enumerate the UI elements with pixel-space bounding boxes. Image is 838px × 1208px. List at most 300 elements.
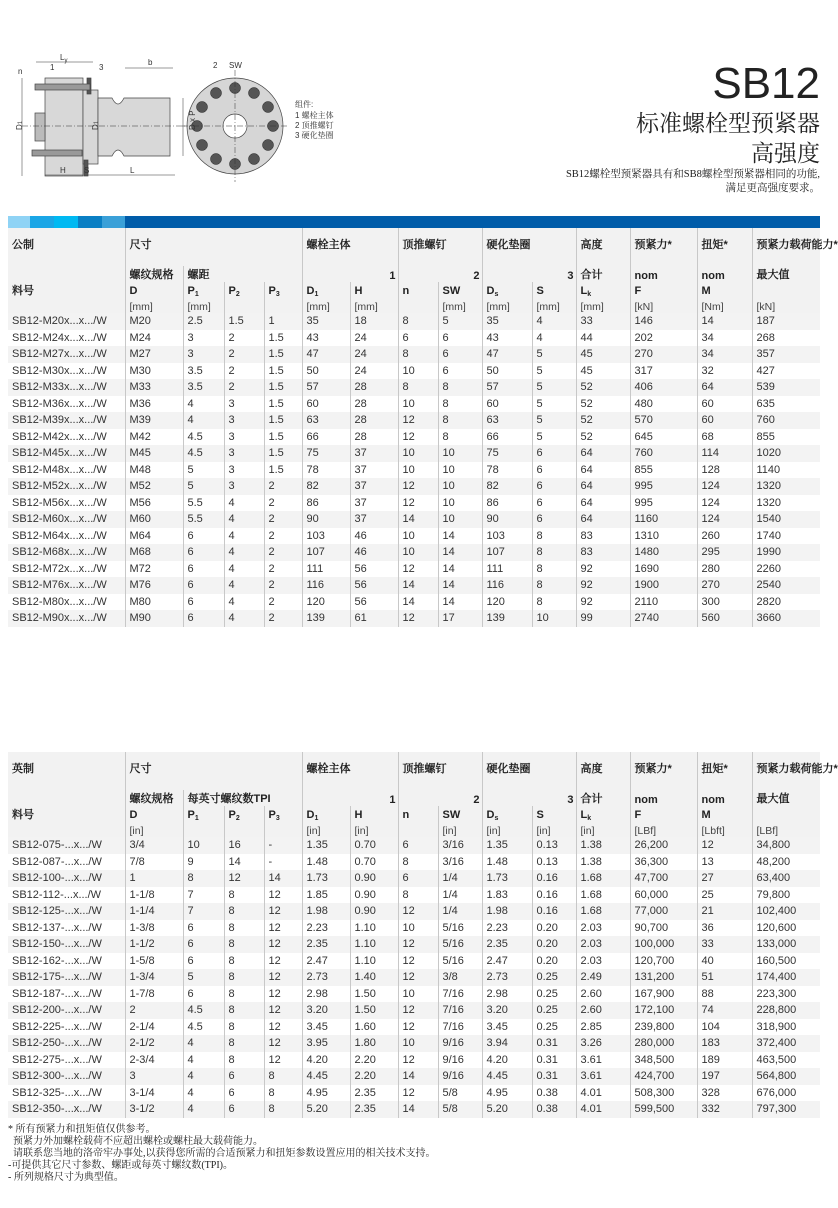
cell-p1: 6 — [183, 594, 224, 611]
cell-p3: 2 — [264, 561, 302, 578]
cell-m: 124 — [697, 511, 752, 528]
cell-f: 855 — [630, 462, 697, 479]
cell-max: 187 — [752, 313, 820, 330]
cell-max: 48,200 — [752, 854, 820, 871]
table-row — [8, 854, 820, 871]
cell-d1: 82 — [302, 478, 350, 495]
cell-n: 14 — [398, 594, 438, 611]
label-ly: $L_y$ — [60, 53, 68, 64]
cell-ds: 47 — [482, 346, 532, 363]
symbol-subscript: 2 — [235, 291, 240, 298]
cell-d1: 2.73 — [302, 969, 350, 986]
cell-part-number: SB12-M56x...x.../W — [12, 496, 107, 509]
cell-ds: 1.48 — [482, 854, 532, 871]
cell-sw: 5/8 — [438, 1085, 482, 1102]
cell-d1: 2.47 — [302, 953, 350, 970]
unit-h: [mm] — [350, 298, 398, 313]
label-s: S — [84, 166, 90, 175]
unit-p3 — [264, 298, 302, 313]
cell-p2: 3 — [224, 478, 264, 495]
symbol-main: SW — [442, 809, 461, 821]
cell-d: M48 — [125, 462, 183, 479]
cell-lk: 2.60 — [576, 1002, 630, 1019]
cell-d1: 90 — [302, 511, 350, 528]
cell-ds: 60 — [482, 396, 532, 413]
unit-ds: [in] — [482, 822, 532, 837]
cell-p1: 9 — [183, 854, 224, 871]
cell-f: 1160 — [630, 511, 697, 528]
cell-lk: 64 — [576, 511, 630, 528]
cell-lk: 1.38 — [576, 837, 630, 854]
cell-lk: 92 — [576, 561, 630, 578]
unit-d1: [in] — [302, 822, 350, 837]
cell-h: 37 — [350, 462, 398, 479]
table-row — [8, 1019, 820, 1036]
cell-ds: 2.73 — [482, 969, 532, 986]
cell-p1: 4 — [183, 396, 224, 413]
label-sw: SW — [229, 61, 242, 70]
legend-item-2: 2 顶推螺钉 — [295, 121, 334, 130]
cell-sw: 6 — [438, 346, 482, 363]
cell-lk: 64 — [576, 445, 630, 462]
legend-item-1: 1 螺栓主体 — [295, 111, 334, 120]
cell-d1: 116 — [302, 577, 350, 594]
header-max: 最大值 — [752, 790, 820, 806]
table-row — [8, 870, 820, 887]
cell-d1: 2.23 — [302, 920, 350, 937]
cell-ds: 50 — [482, 363, 532, 380]
cell-s: 6 — [532, 511, 576, 528]
cell-d: 1-7/8 — [125, 986, 183, 1003]
cell-p1: 6 — [183, 544, 224, 561]
cell-p3: 1.5 — [264, 462, 302, 479]
symbol-main: H — [354, 809, 363, 821]
cell-p1: 6 — [183, 953, 224, 970]
cell-p2: 3 — [224, 462, 264, 479]
cell-lk: 45 — [576, 363, 630, 380]
header-part-number: 料号 — [8, 282, 125, 298]
label-part-3: 3 — [99, 63, 104, 72]
symbol-d1 — [302, 282, 350, 298]
header-blank — [8, 790, 125, 806]
cell-d1: 63 — [302, 412, 350, 429]
cell-h: 1.10 — [350, 936, 398, 953]
cell-h: 37 — [350, 445, 398, 462]
cell-m: 260 — [697, 528, 752, 545]
symbol-f — [630, 806, 697, 822]
unit-max: [kN] — [752, 298, 820, 313]
symbol-f — [630, 282, 697, 298]
cell-h: 24 — [350, 346, 398, 363]
cell-max: 268 — [752, 330, 820, 347]
symbol-d — [125, 806, 183, 822]
symbol-main: D — [129, 809, 138, 821]
cell-ds: 4.95 — [482, 1085, 532, 1102]
cell-max: 855 — [752, 429, 820, 446]
cell-d: 2-1/2 — [125, 1035, 183, 1052]
cell-p3: 1.5 — [264, 330, 302, 347]
cell-d1: 4.20 — [302, 1052, 350, 1069]
cell-m: 33 — [697, 936, 752, 953]
cell-p2: 8 — [224, 986, 264, 1003]
cell-h: 46 — [350, 528, 398, 545]
cell-d1: 107 — [302, 544, 350, 561]
cell-lk: 99 — [576, 610, 630, 627]
cell-ds: 116 — [482, 577, 532, 594]
cell-m: 25 — [697, 887, 752, 904]
cell-p2: 6 — [224, 1101, 264, 1118]
cell-p1: 7 — [183, 887, 224, 904]
unit-d: [in] — [125, 822, 183, 837]
cell-n: 10 — [398, 920, 438, 937]
symbol-p3 — [264, 282, 302, 298]
symbol-n — [398, 282, 438, 298]
cell-s: 0.31 — [532, 1035, 576, 1052]
header-part-number: 料号 — [8, 806, 125, 822]
cell-p1: 3.5 — [183, 363, 224, 380]
cell-d: 1-1/8 — [125, 887, 183, 904]
cell-ds: 5.20 — [482, 1101, 532, 1118]
cell-m: 104 — [697, 1019, 752, 1036]
header-pitch: 每英寸螺纹数TPI — [183, 790, 302, 806]
header-nom-f: nom — [630, 266, 697, 282]
unit-sw: [in] — [438, 822, 482, 837]
cell-f: 239,800 — [630, 1019, 697, 1036]
header-dimensions: 尺寸 — [125, 752, 302, 790]
cell-m: 21 — [697, 903, 752, 920]
cell-p1: 4 — [183, 412, 224, 429]
cell-lk: 83 — [576, 528, 630, 545]
header-component-1: 1 — [302, 266, 398, 282]
cell-n: 14 — [398, 511, 438, 528]
cell-s: 8 — [532, 561, 576, 578]
symbol-subscript: s — [494, 291, 499, 298]
footnote: - 所列规格尺寸为典型值。 — [8, 1172, 124, 1183]
cell-d: 1-1/4 — [125, 903, 183, 920]
cell-sw: 9/16 — [438, 1068, 482, 1085]
cell-s: 8 — [532, 594, 576, 611]
cell-ds: 3.94 — [482, 1035, 532, 1052]
cell-sw: 10 — [438, 445, 482, 462]
cell-lk: 64 — [576, 478, 630, 495]
table-row — [8, 478, 820, 495]
cell-d: M64 — [125, 528, 183, 545]
symbol-subscript: 1 — [314, 815, 319, 822]
symbol-d — [125, 282, 183, 298]
cell-s: 0.25 — [532, 1019, 576, 1036]
cell-s: 0.13 — [532, 854, 576, 871]
table-row — [8, 1052, 820, 1069]
cell-lk: 44 — [576, 330, 630, 347]
symbol-main: P — [187, 285, 195, 297]
cell-p2: 8 — [224, 936, 264, 953]
cell-n: 12 — [398, 969, 438, 986]
cell-s: 0.31 — [532, 1052, 576, 1069]
cell-p3: 12 — [264, 953, 302, 970]
cell-part-number: SB12-325-...x.../W — [12, 1086, 102, 1099]
cell-s: 0.20 — [532, 920, 576, 937]
cell-lk: 83 — [576, 544, 630, 561]
cell-lk: 45 — [576, 346, 630, 363]
cell-s: 0.38 — [532, 1085, 576, 1102]
cell-part-number: SB12-M80x...x.../W — [12, 595, 107, 608]
cell-p1: 4 — [183, 1085, 224, 1102]
cell-max: 223,300 — [752, 986, 820, 1003]
cell-ds: 78 — [482, 462, 532, 479]
stud-shape — [98, 98, 170, 156]
cell-sw: 8 — [438, 412, 482, 429]
cell-p2: 8 — [224, 969, 264, 986]
table-row — [8, 1035, 820, 1052]
cell-max: 635 — [752, 396, 820, 413]
cell-n: 8 — [398, 887, 438, 904]
cell-f: 100,000 — [630, 936, 697, 953]
header-component-3: 3 — [482, 266, 576, 282]
cell-lk: 2.03 — [576, 936, 630, 953]
cell-n: 12 — [398, 1052, 438, 1069]
cell-d: M33 — [125, 379, 183, 396]
cell-d: M42 — [125, 429, 183, 446]
header-bolt-body: 螺栓主体 — [302, 228, 398, 266]
table-row — [8, 610, 820, 627]
cell-m: 14 — [697, 313, 752, 330]
cell-s: 4 — [532, 330, 576, 347]
symbol-m — [697, 806, 752, 822]
cell-ds: 103 — [482, 528, 532, 545]
cell-part-number: SB12-M33x...x.../W — [8, 379, 125, 396]
cell-sw: 10 — [438, 511, 482, 528]
cell-part-number: SB12-075-...x.../W — [8, 837, 125, 854]
cell-ds: 63 — [482, 412, 532, 429]
unit-d1: [mm] — [302, 298, 350, 313]
cell-p3: 2 — [264, 577, 302, 594]
cell-m: 332 — [697, 1101, 752, 1118]
cell-h: 24 — [350, 363, 398, 380]
cell-part-number: SB12-200-...x.../W — [8, 1002, 125, 1019]
symbol-main: F — [634, 809, 642, 821]
cell-m: 88 — [697, 986, 752, 1003]
cell-n: 12 — [398, 478, 438, 495]
cell-lk: 2.60 — [576, 986, 630, 1003]
cell-p3: - — [264, 854, 302, 871]
cell-f: 406 — [630, 379, 697, 396]
table-row — [8, 330, 820, 347]
table-row — [8, 903, 820, 920]
cell-p2: 12 — [224, 870, 264, 887]
cell-d1: 4.45 — [302, 1068, 350, 1085]
unit-n — [398, 822, 438, 837]
symbol-subscript: 1 — [194, 291, 199, 298]
unit-p1 — [183, 822, 224, 837]
cell-ds: 2.35 — [482, 936, 532, 953]
cell-p2: 3 — [224, 445, 264, 462]
cell-m: 60 — [697, 396, 752, 413]
header-blank — [8, 266, 125, 282]
cell-n: 6 — [398, 837, 438, 854]
cell-max: 372,400 — [752, 1035, 820, 1052]
symbol-s — [532, 806, 576, 822]
pusher-screw-top — [35, 84, 90, 90]
cell-f: 47,700 — [630, 870, 697, 887]
header-pusher-screw: 顶推螺钉 — [398, 752, 482, 790]
cell-f: 60,000 — [630, 887, 697, 904]
cell-f: 1310 — [630, 528, 697, 545]
unit-m: [Lbft] — [697, 822, 752, 837]
cell-f: 77,000 — [630, 903, 697, 920]
cell-max: 1140 — [752, 462, 820, 479]
cell-max: 760 — [752, 412, 820, 429]
cell-f: 131,200 — [630, 969, 697, 986]
description-line-2: 满足更高强度要求。 — [725, 183, 820, 194]
cell-p3: 8 — [264, 1085, 302, 1102]
cell-s: 6 — [532, 478, 576, 495]
table-row — [8, 528, 820, 545]
cell-ds: 2.98 — [482, 986, 532, 1003]
cell-d1: 47 — [302, 346, 350, 363]
table-row — [8, 363, 820, 380]
cell-max: 463,500 — [752, 1052, 820, 1069]
cell-d1: 60 — [302, 396, 350, 413]
cell-part-number: SB12-275-...x.../W — [12, 1053, 102, 1066]
cell-n: 10 — [398, 544, 438, 561]
cell-sw: 8 — [438, 396, 482, 413]
cell-part-number: SB12-125-...x.../W — [8, 903, 125, 920]
cell-lk: 3.26 — [576, 1035, 630, 1052]
footnote: * 所有预紧力和扭矩值仅供参考。 — [8, 1124, 156, 1135]
symbol-subscript: 3 — [275, 815, 280, 822]
cell-s: 0.16 — [532, 887, 576, 904]
cell-s: 8 — [532, 577, 576, 594]
cell-f: 1480 — [630, 544, 697, 561]
cell-h: 28 — [350, 379, 398, 396]
cell-p1: 6 — [183, 528, 224, 545]
cell-h: 1.60 — [350, 1019, 398, 1036]
symbol-main: D — [306, 809, 315, 821]
cell-max: 1990 — [752, 544, 820, 561]
table-row — [8, 837, 820, 854]
cell-s: 6 — [532, 495, 576, 512]
cell-d: 7/8 — [125, 854, 183, 871]
cell-s: 5 — [532, 379, 576, 396]
cell-d: 1 — [125, 870, 183, 887]
cell-h: 0.90 — [350, 870, 398, 887]
symbol-main: P — [228, 285, 236, 297]
cell-n: 12 — [398, 936, 438, 953]
header-component-1: 1 — [302, 790, 398, 806]
cell-p1: 6 — [183, 610, 224, 627]
cell-lk: 1.68 — [576, 870, 630, 887]
cell-d: M68 — [125, 544, 183, 561]
cell-lk: 33 — [576, 313, 630, 330]
cell-h: 2.20 — [350, 1052, 398, 1069]
cell-m: 560 — [697, 610, 752, 627]
symbol-lk — [576, 806, 630, 822]
symbol-main: S — [536, 285, 544, 297]
symbol-main: L — [580, 809, 588, 821]
cell-p1: 6 — [183, 561, 224, 578]
cell-p1: 3 — [183, 330, 224, 347]
cell-p2: 2 — [224, 346, 264, 363]
symbol-p1 — [183, 282, 224, 298]
cell-lk: 2.03 — [576, 920, 630, 937]
cell-h: 18 — [350, 313, 398, 330]
cell-s: 5 — [532, 363, 576, 380]
unit-d: [mm] — [125, 298, 183, 313]
cell-d: M39 — [125, 412, 183, 429]
header-unit-system: 英制 — [8, 752, 125, 790]
symbol-subscript: k — [587, 291, 592, 298]
cell-s: 10 — [532, 610, 576, 627]
cell-p2: 8 — [224, 903, 264, 920]
footnote: 请联系您当地的洛帝牢办事处,以获得您所需的合适预紧力和扭矩参数设置应用的相关技术支持。 — [8, 1148, 436, 1159]
symbol-h — [350, 282, 398, 298]
cell-n: 10 — [398, 462, 438, 479]
cell-m: 34 — [697, 330, 752, 347]
cell-lk: 52 — [576, 396, 630, 413]
cell-p2: 4 — [224, 544, 264, 561]
cell-max: 160,500 — [752, 953, 820, 970]
cell-s: 0.25 — [532, 1002, 576, 1019]
cell-p2: 4 — [224, 561, 264, 578]
cell-ds: 3.20 — [482, 1002, 532, 1019]
cell-h: 46 — [350, 544, 398, 561]
cell-p2: 8 — [224, 1019, 264, 1036]
cell-n: 14 — [398, 1068, 438, 1085]
cell-m: 60 — [697, 412, 752, 429]
label-l: L — [130, 166, 135, 175]
cell-m: 68 — [697, 429, 752, 446]
cell-p2: 4 — [224, 577, 264, 594]
cell-m: 189 — [697, 1052, 752, 1069]
cell-p1: 6 — [183, 986, 224, 1003]
cell-p3: 12 — [264, 887, 302, 904]
cell-n: 12 — [398, 1019, 438, 1036]
cell-part-number: SB12-M90x...x.../W — [8, 610, 125, 627]
cell-d1: 75 — [302, 445, 350, 462]
cell-n: 12 — [398, 495, 438, 512]
cell-d1: 3.45 — [302, 1019, 350, 1036]
header-max: 最大值 — [752, 266, 820, 282]
cell-ds: 1.98 — [482, 903, 532, 920]
cell-d: M80 — [125, 594, 183, 611]
symbol-main: F — [634, 285, 642, 297]
cell-p3: 1.5 — [264, 396, 302, 413]
cell-h: 56 — [350, 594, 398, 611]
header-thread-size: 螺纹规格 — [125, 266, 183, 282]
cell-f: 120,700 — [630, 953, 697, 970]
product-title: SB12 — [712, 59, 820, 108]
cell-h: 37 — [350, 511, 398, 528]
bolt-body-shape — [45, 78, 83, 176]
cell-max: 228,800 — [752, 1002, 820, 1019]
symbol-s — [532, 282, 576, 298]
cell-d1: 3.20 — [302, 1002, 350, 1019]
cell-p3: 1.5 — [264, 445, 302, 462]
cell-p2: 4 — [224, 511, 264, 528]
cell-f: 167,900 — [630, 986, 697, 1003]
cell-part-number: SB12-350-...x.../W — [8, 1101, 125, 1118]
cell-m: 328 — [697, 1085, 752, 1102]
symbol-p2 — [224, 806, 264, 822]
table-row — [8, 462, 820, 479]
cell-max: 564,800 — [752, 1068, 820, 1085]
cell-d1: 57 — [302, 379, 350, 396]
cell-d1: 43 — [302, 330, 350, 347]
header-hardened-washer: 硬化垫圈 — [482, 228, 576, 266]
cell-p2: 2 — [224, 363, 264, 380]
cell-d: M60 — [125, 511, 183, 528]
table-row — [8, 561, 820, 578]
